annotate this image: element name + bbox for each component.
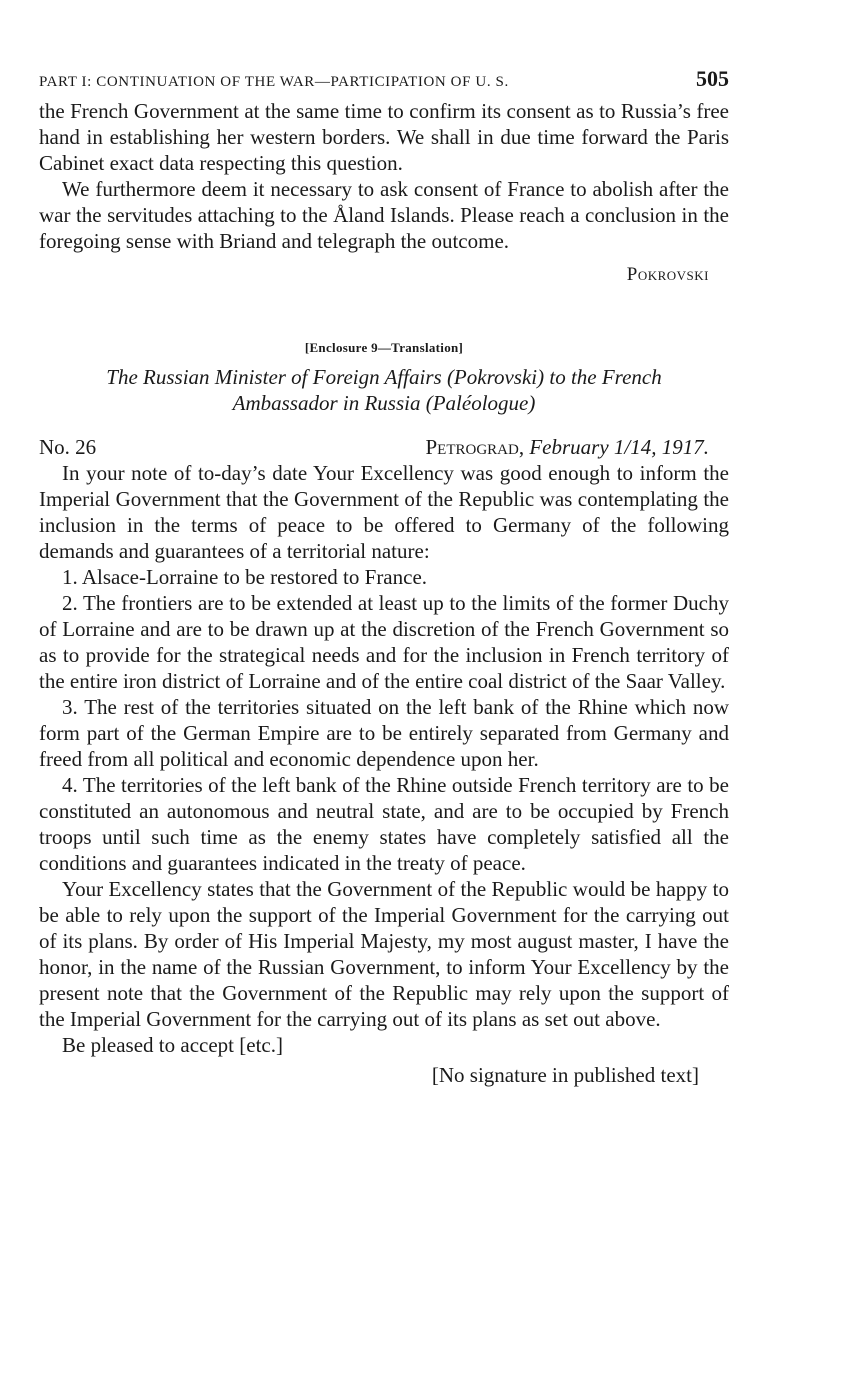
closing-line: Be pleased to accept [etc.] [62, 1033, 283, 1057]
running-title: PART I: CONTINUATION OF THE WAR—PARTICIPATION OF U. S. [39, 74, 509, 90]
place-and-date [425, 434, 729, 460]
document-title [39, 364, 729, 416]
document-number: No. 26 [39, 435, 97, 459]
page-number: 505 [696, 66, 729, 91]
demand-item-1: 1. Alsace-Lorraine to be restored to France. [62, 565, 428, 589]
running-header [39, 66, 729, 92]
date: February 1/14, 1917. [529, 435, 709, 459]
document-title-line-2: Ambassador in Russia (Paléologue) [232, 391, 536, 415]
body-paragraph: Your Excellency states that the Government of the Republic would be happy to be able to rely upon the support of the Imperial Government for the carrying out of its plans. By order of His Imperial Majesty, my most august master, I have the honor, in the name of the Russian Government, to inform Your Excellency by the present note that the Government of the Republic may rely upon the support of the Imperial Government for the carrying out of its plans as set out above. [39, 877, 729, 1031]
dateline [39, 434, 729, 460]
continued-paragraph-1: the French Government at the same time to confirm its consent as to Russia’s free hand in establishing her western borders. We shall in due time forward the Paris Cabinet exact data respecting this question. [39, 99, 729, 175]
demand-item-2: 2. The frontiers are to be extended at least up to the limits of the former Duchy of Lorraine and are to be drawn up at the discretion of the French Government so as to provide for the strategical needs and for the inclusion in French territory of the entire iron district of Lorraine and of the entire coal district of the Saar Valley. [39, 591, 729, 693]
demand-item-4: 4. The territories of the left bank of the Rhine outside French territory are to be constituted an autonomous and neutral state, and are to be occupied by French troops until such time as the enemy states have completely satisfied all the conditions and guarantees indicated in the treaty of peace. [39, 773, 729, 875]
intro-paragraph: In your note of to-day’s date Your Excellency was good enough to inform the Imperial Government that the Government of the Republic was contemplating the inclusion in the terms of peace to be offered to Germany of the following demands and guarantees of a territorial nature: [39, 461, 729, 563]
enclosure-label: [Enclosure 9—Translation] [304, 340, 464, 355]
continued-paragraph-2: We furthermore deem it necessary to ask consent of France to abolish after the war the servitudes attaching to the Åland Islands. Please reach a conclusion in the foregoing sense with Briand and telegraph the outcome. [39, 177, 729, 253]
document-title-line-1: The Russian Minister of Foreign Affairs (Pokrovski) to the French [106, 365, 662, 389]
signature-note: [No signature in published text] [431, 1063, 699, 1087]
signature-pokrovski: Pokrovski [626, 264, 709, 285]
demand-item-3: 3. The rest of the territories situated on the left bank of the Rhine which now form part of the German Empire are to be entirely separated from Germany and freed from all political and economic dependence upon her. [39, 695, 729, 771]
place: Petrograd, [425, 435, 525, 459]
